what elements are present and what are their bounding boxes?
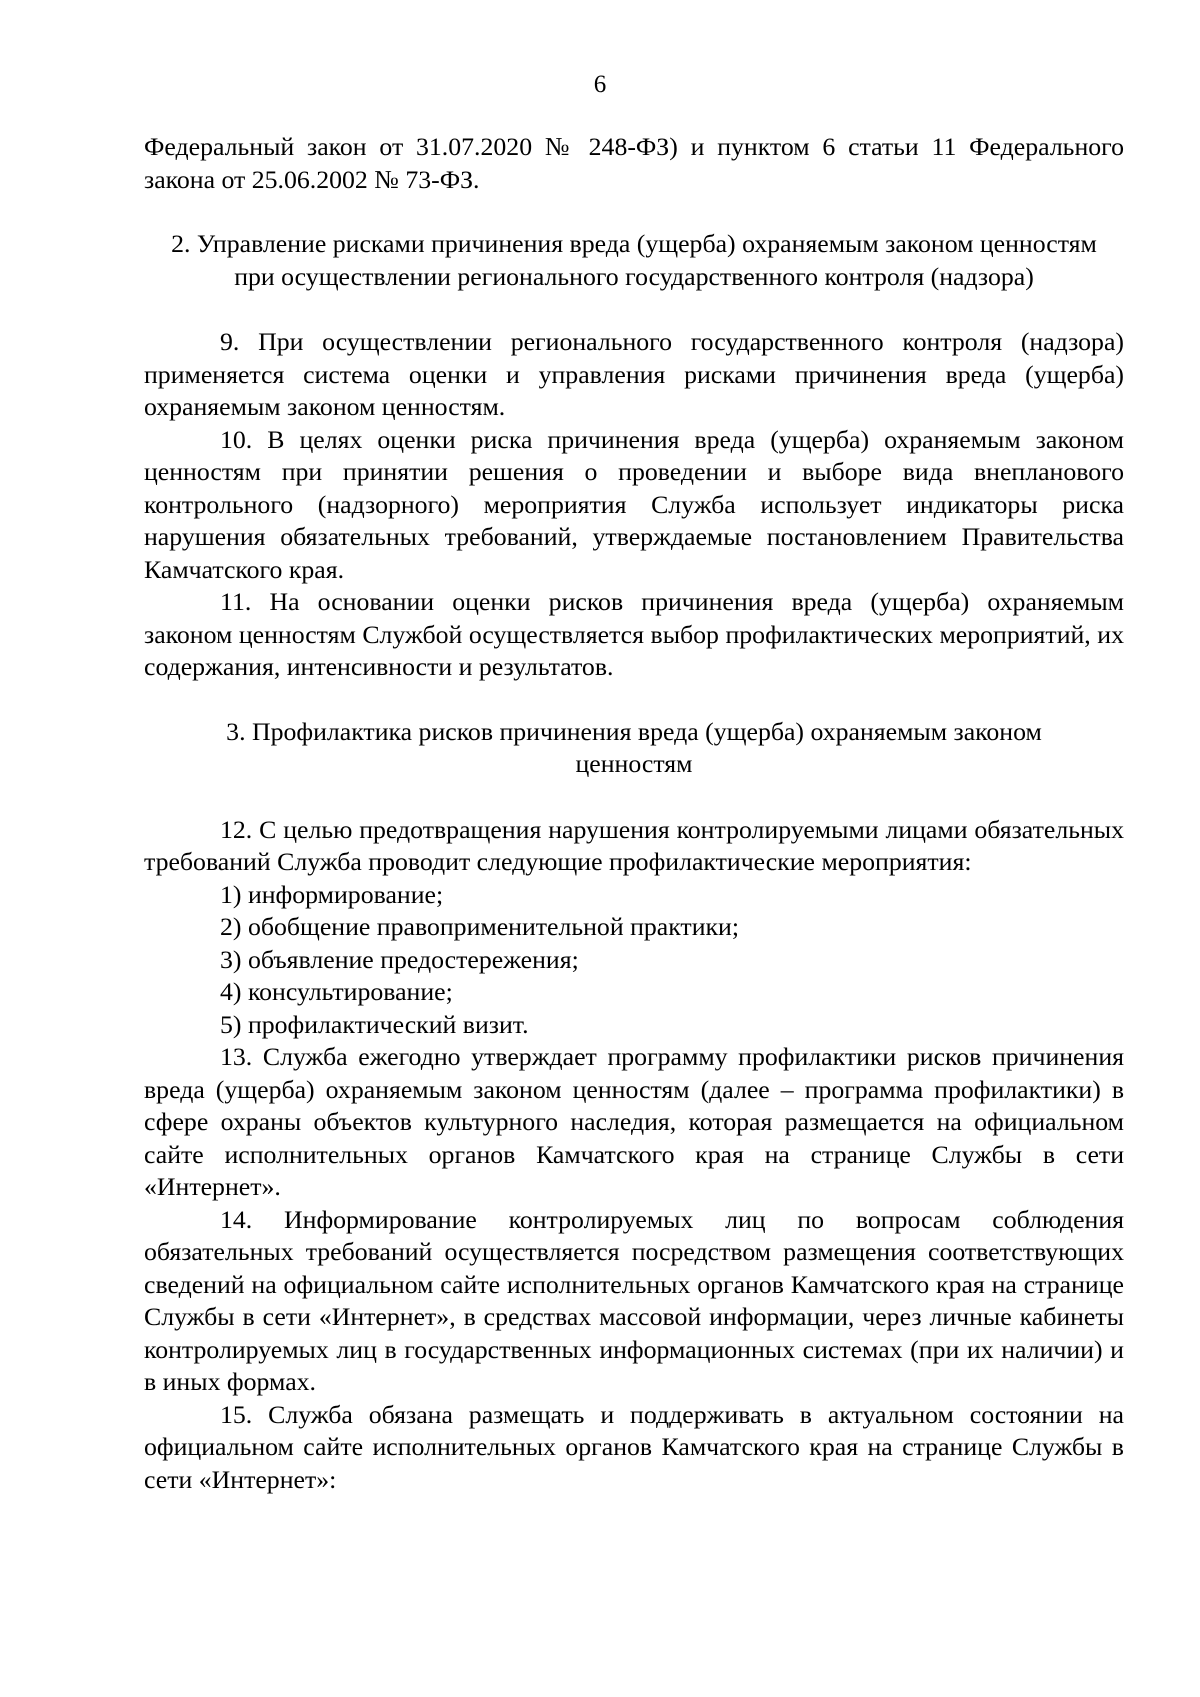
list-item: 2) обобщение правоприменительной практики; (220, 912, 740, 941)
paragraph-15: 15. Служба обязана размещать и поддерживать в актуальном состоянии на официальном сайте исполнительных органов Камчатского края на странице Службы в сети «Интернет»: (144, 1399, 1124, 1494)
paragraph-12: 12. С целью предотвращения нарушения контролируемыми лицами обязательных требований Служба проводит следующие профилактические мероприятия: (144, 814, 1124, 876)
intro-paragraph: Федеральный закон от 31.07.2020 № 248-ФЗ) и пунктом 6 статьи 11 Федерального закона от 25.06.2002 № 73-ФЗ. (144, 132, 1124, 194)
paragraph-9: 9. При осуществлении регионального государственного контроля (надзора) применяется система оценки и управления рисками причинения вреда (ущерба) охраняемым законом ценностям. (144, 327, 1124, 421)
page-number: 6 (593, 71, 607, 98)
list-item: 5) профилактический визит. (220, 1009, 529, 1039)
paragraph-10: 10. В целях оценки риска причинения вреда (ущерба) охраняемым законом ценностям при принятии решения о проведении и выборе вида внепланового контрольного (надзорного) мероприятия Служба использует индикаторы риска нарушения обязательных требований, утверждаемые постановлением Правительства Камчатского края. (144, 424, 1124, 584)
paragraph-11: 11. На основании оценки рисков причинения вреда (ущерба) охраняемым законом ценностям Службой осуществляется выбор профилактических мероприятий, их содержания, интенсивности и результатов. (144, 587, 1124, 681)
paragraph-13: 13. Служба ежегодно утверждает программу профилактики рисков причинения вреда (ущерба) охраняемым законом ценностям (далее – программа профилактики) в сфере охраны объектов культурного наследия, которая размещается на официальном сайте исполнительных органов Камчатского края на странице Службы в сети «Интернет». (144, 1042, 1124, 1201)
paragraph-14: 14. Информирование контролируемых лиц по вопросам соблюдения обязательных требований осуществляется посредством размещения соответствующих сведений на официальном сайте исполнительных органов Камчатского края на странице Службы в сети «Интернет», в средствах массовой информации, через личные кабинеты контролируемых лиц в государственных информационных системах (при их наличии) и в иных формах. (144, 1204, 1124, 1396)
section-3-heading: 3. Профилактика рисков причинения вреда (ущерба) охраняемым законом ценностям (226, 716, 1042, 778)
list-item: 4) консультирование; (220, 977, 453, 1006)
list-item: 3) объявление предостережения; (220, 944, 579, 974)
document-body (144, 131, 1124, 1496)
section-2-heading: 2. Управление рисками причинения вреда (ущерба) охраняемым законом ценностям при осуществлении регионального государственного контроля (надзора) (171, 229, 1097, 291)
list-item: 1) информирование; (220, 879, 444, 909)
